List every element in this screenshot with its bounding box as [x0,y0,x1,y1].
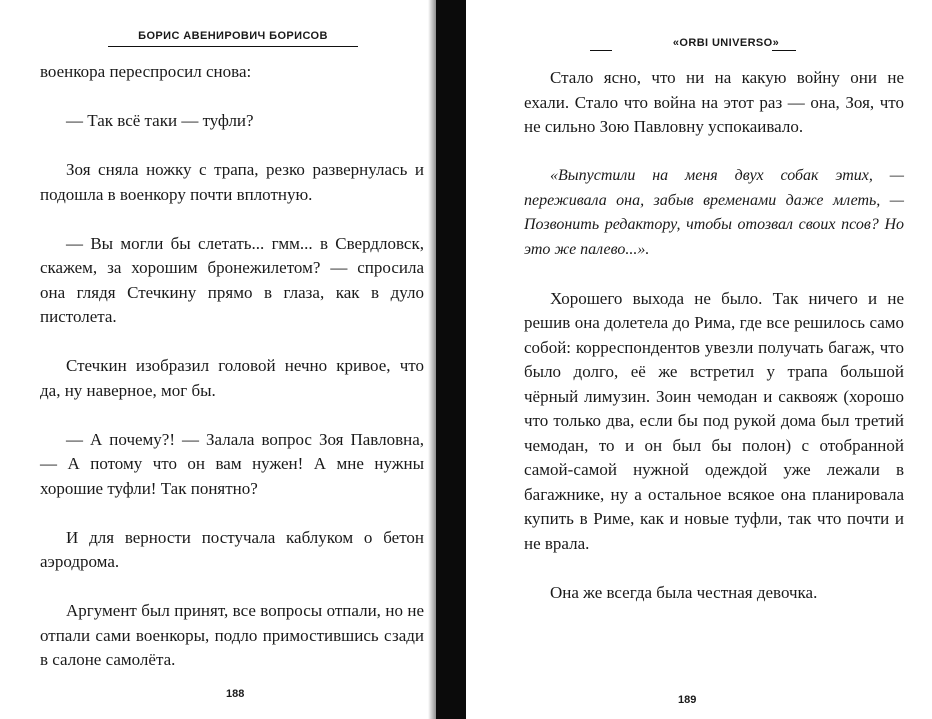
paragraph: Она же всегда была честная девочка. [550,582,818,602]
paragraph: Хорошего выхода не было. Так ничего и не решив она долетела до Рима, где все решилось само собой: корреспондентов увезли получать багаж, что было долго, её же встретил у трапа большой чёрный лимузин. Зоин чемодан и саквояж (хорошо что только два, если бы под рукой дома был третий чемодан, то и он был бы полон) с отобранной самой-самой нужной одеждой уже лежали в багажнике, ну а остальное всякое она планировала купить в Риме, как и новые туфли, так что почти и не врала. [524,288,904,553]
running-head-rule [108,46,358,47]
paragraph-italic: «Выпустили на меня двух собак этих, — переживала она, забыв временами даже млеть, — Позвонить редактору, чтобы отозвал своих псов? Но это же палево...». [524,167,904,258]
running-head-rule-right [772,50,796,51]
book-gutter [436,0,466,719]
running-head-author: БОРИС АВЕНИРОВИЧ БОРИСОВ [138,30,328,42]
running-head-title: «ORBI UNIVERSO» [672,37,780,49]
left-page [0,0,436,719]
right-page-text [524,66,904,605]
paragraph: Зоя сняла ножку с трапа, резко развернулась и подошла в военкору почти вплотную. [40,160,424,204]
paragraph: — Вы могли бы слетать... гмм... в Свердловск, скажем, за хорошим бронежилетом? — спросила она глядя Стечкину прямо в глаза, как в дуло пистолета. [40,233,424,326]
paragraph: военкора переспросил снова: [40,62,252,81]
paragraph: Аргумент был принят, все вопросы отпали, но не отпали сами военкоры, подло примостившись сзади в салоне самолёта. [40,601,424,669]
page-number: 189 [678,694,697,706]
paragraph: Стало ясно, что ни на какую войну они не ехали. Стало что война на этот раз — она, Зоя, что не сильно Зою Павловну успокаивало. [524,68,904,136]
paragraph: — Так всё таки — туфли? [66,111,254,130]
paragraph: — А почему?! — Залала вопрос Зоя Павловна, — А потому что он вам нужен! А мне нужны хорошие туфли! Так понятно? [40,429,424,498]
page-number: 188 [226,688,245,700]
running-head-rule-left [590,50,612,51]
paragraph: И для верности постучала каблуком о бетон аэродрома. [40,527,424,571]
paragraph: Стечкин изобразил головой нечно кривое, что да, ну наверное, мог бы. [40,356,424,400]
right-page [466,0,932,719]
left-page-text [40,60,424,673]
